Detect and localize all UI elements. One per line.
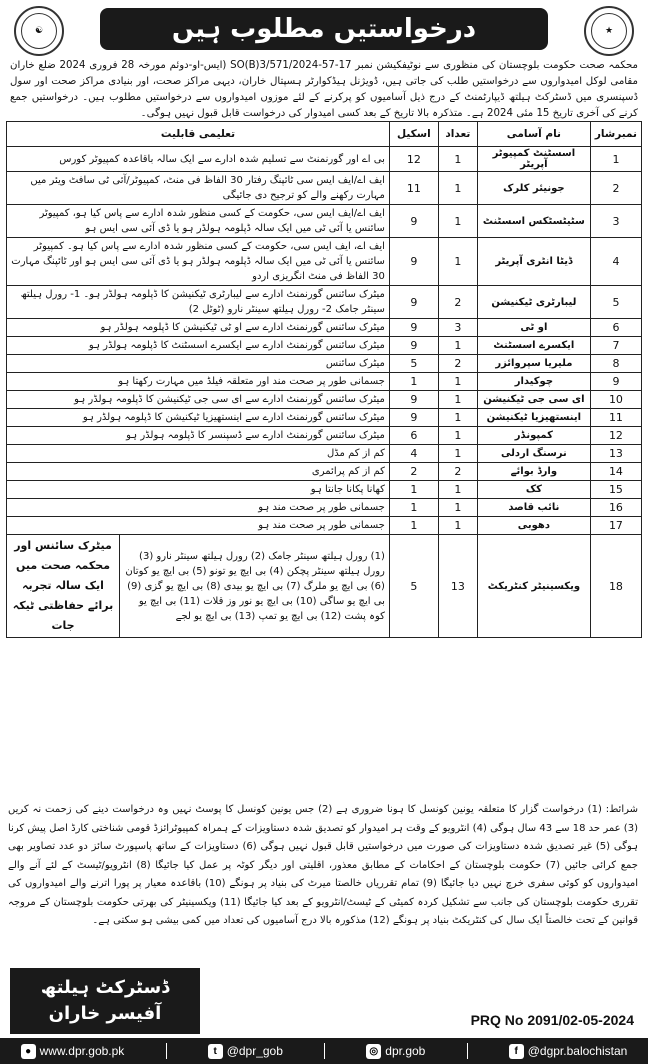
cell-qty: 1	[438, 517, 477, 535]
facebook-handle[interactable]: @dgpr.balochistan	[527, 1044, 628, 1058]
cell-qualification: میٹرک سائنس گورنمنٹ ادارے سے ڈسپنسر کا ڈپلومہ ہولڈر ہو	[7, 427, 390, 445]
twitter-icon: t	[208, 1044, 223, 1059]
cell-scale: 5	[389, 355, 438, 373]
table-row	[7, 373, 642, 391]
table-row	[7, 355, 642, 373]
cell-sn: 10	[590, 391, 641, 409]
table-row	[7, 147, 642, 172]
seal-icon: ★	[584, 6, 634, 56]
cell-scale: 4	[389, 445, 438, 463]
cell-scale: 5	[389, 535, 438, 638]
cell-qty: 1	[438, 481, 477, 499]
cell-qualification: میٹرک سائنس گورنمنٹ ادارے سے ای سی جی ٹیکنیشن کا ڈپلومہ ہولڈر ہو	[7, 391, 390, 409]
cell-scale: 6	[389, 427, 438, 445]
cell-qualification: کم از کم مڈل	[7, 445, 390, 463]
col-sn: نمبرشار	[590, 122, 641, 147]
cell-sn: 2	[590, 172, 641, 205]
cell-scale: 9	[389, 205, 438, 238]
cell-sn: 9	[590, 373, 641, 391]
jobs-table	[6, 121, 642, 638]
cell-sn: 17	[590, 517, 641, 535]
intro-text: محکمہ صحت حکومت بلوچستان کی منظوری سے نوٹیفکیشن نمبر SO(B)3/571/2024-57-17 (ایس-او-دوئم مورخہ 28 فروری 2024 ضلع خاران مقامی لوکل امیدواروں سے درخواستیں طلب کی جاتی ہیں، ڈویژنل ہیڈکوارٹر ہسپتال خاران، دیہی مراکز صحت، اور بنیادی مراکز صحت اور سول ڈسپنسری میں ڈسٹرکٹ ہیلتھ ڈیپارٹمنٹ کے درج ذیل آسامیوں کو پرکرنے کے لئے موزوں امیدواروں سے درخواستیں مطلوب ہیں۔ درخواستیں جمع کرنے کی آخری تاریخ 15 مئی 2024 ہے۔ متذکرہ بالا تاریخ کے بعد کسی امیدوار کی درخواست قابل قبول نہیں ہوگی۔	[10, 60, 638, 119]
cell-qualification: جسمانی طور پر صحت مند ہو	[7, 517, 390, 535]
cell-post: نرسنگ اردلی	[477, 445, 590, 463]
cell-sn: 11	[590, 409, 641, 427]
table-row	[7, 481, 642, 499]
cell-post: دھوبی	[477, 517, 590, 535]
cell-scale: 9	[389, 319, 438, 337]
table-row	[7, 535, 642, 638]
cell-scale: 2	[389, 463, 438, 481]
cell-qty: 2	[438, 355, 477, 373]
cell-qty: 1	[438, 373, 477, 391]
col-post: نام آسامی	[477, 122, 590, 147]
cell-qty: 1	[438, 409, 477, 427]
cell-qualification: کھانا پکانا جانتا ہو	[7, 481, 390, 499]
website-link[interactable]: www.dpr.gob.pk	[39, 1044, 125, 1058]
divider	[166, 1043, 167, 1059]
cell-scale: 9	[389, 286, 438, 319]
instagram-handle[interactable]: dpr.gob	[385, 1044, 426, 1058]
cell-sn: 16	[590, 499, 641, 517]
cell-post: کمپونڈر	[477, 427, 590, 445]
cell-qualification: میٹرک سائنس گورنمنٹ ادارے سے اینستھیزیا ٹیکنیشن کا ڈپلومہ ہولڈر ہو	[7, 409, 390, 427]
cell-qualification: ایف اے/ایف ایس سی ٹائپنگ رفتار 30 الفاظ فی منٹ، کمپیوٹر/آئی ٹی سافٹ ویئر میں مہارت رکھنے والے کو ترجیح دی جائیگی	[7, 172, 390, 205]
cell-scale: 9	[389, 337, 438, 355]
footer-twitter[interactable]	[208, 1044, 283, 1059]
cell-post: اسسٹنٹ کمپیوٹر آپریٹر	[477, 147, 590, 172]
cell-qty: 1	[438, 391, 477, 409]
cell-post: ڈیٹا انٹری آپریٹر	[477, 238, 590, 286]
issuing-officer	[10, 968, 200, 1034]
table-row	[7, 205, 642, 238]
cell-qualification: ایف اے، ایف ایس سی، حکومت کے کسی منظور شدہ ادارے سے پاس کیا ہو۔ کمپیوٹر سائنس یا آئی ٹی میں ایک سالہ ڈپلومہ ہولڈر ہو یا ڈی آئی سی ایس ہو اور ٹائپنگ مہارت 30 الفاظ فی منٹ انگریزی اردو	[7, 238, 390, 286]
cell-qty: 1	[438, 172, 477, 205]
table-row	[7, 445, 642, 463]
twitter-handle[interactable]: @dpr_gob	[226, 1044, 283, 1058]
page-title: درخواستیں مطلوب ہیں	[100, 8, 548, 50]
instagram-icon: ◎	[366, 1044, 381, 1059]
cell-scale: 1	[389, 517, 438, 535]
footer-bar	[0, 1038, 648, 1064]
table-row	[7, 463, 642, 481]
conditions-text: شرائط: (1) درخواست گزار کا متعلقہ یونین کونسل کا ہونا ضروری ہے (2) جس یونین کونسل کا پوسٹ نہیں وہ درخواست دینے کی زحمت نہ کریں (3) عمر حد 18 سے 43 سال ہوگی (4) انٹرویو کے وقت ہر امیدوار کو تصدیق شدہ دستاویزات کے ہمراہ کمپیوٹرائزڈ قومی شناختی کارڈ اصل پیش کرنا ہوگی (5) غیر تصدیق شدہ دستاویزات کی صورت میں درخواستیں قابل قبول نہیں ہوگی (6) دستاویزات کے ساتھ پاسپورٹ سائز دو عدد تصاویر بھی جمع کرائی جائیں (7) حکومت بلوچستان کے احکامات کے مطابق معذور، اقلیتی اور دیگر کوٹہ پر عمل کیا جائیگا (8) انٹرویو/ٹیسٹ کے لئے آنے والے امیدواروں کو کوئی سفری خرچ نہیں دیا جائیگا (9) تمام تقرریاں خالصتا میرٹ کی بنیاد پر ہونگے (10) باقاعدہ معیار پر پورا اترنے والے امیدواروں کی تقرری حکومت بلوچستان کی جانب سے تشکیل کردہ کمیٹی کے ٹیسٹ/انٹرویو کے بعد کیا جائیگا (11) ویکسینیٹر کی بھرتی حکومت بلوچستان کے مروجہ قوانین کے تحت خالصتاً ایک سال کی کنٹریکٹ بنیاد پر ہونگے (12) مذکورہ بالا درج آسامیوں کی تعداد میں کمی بیشی ہو سکتی ہے۔	[8, 804, 639, 926]
cell-scale: 1	[389, 373, 438, 391]
cell-post: ویکسینیٹر کنٹریکٹ	[477, 535, 590, 638]
cell-qty: 1	[438, 147, 477, 172]
cell-post: ملیریا سپروائزر	[477, 355, 590, 373]
cell-sn: 7	[590, 337, 641, 355]
table-row	[7, 517, 642, 535]
cell-qualification: ایف اے/ایف ایس سی، حکومت کے کسی منظور شدہ ادارے سے پاس کیا ہو، کمپیوٹر سائنس یا آئی ٹی میں ایک سالہ ڈپلومہ ہولڈر ہو یا ڈی آئی سی ایس ہو	[7, 205, 390, 238]
cell-scale: 11	[389, 172, 438, 205]
cell-sn: 1	[590, 147, 641, 172]
cell-qty: 3	[438, 319, 477, 337]
table-row	[7, 238, 642, 286]
cell-sn: 6	[590, 319, 641, 337]
cell-post: اینستھیزیا ٹیکنیشن	[477, 409, 590, 427]
cell-scale: 1	[389, 481, 438, 499]
cell-sn: 3	[590, 205, 641, 238]
table-row	[7, 427, 642, 445]
cell-scale: 9	[389, 391, 438, 409]
cell-post: کک	[477, 481, 590, 499]
table-header-row	[7, 122, 642, 147]
divider	[324, 1043, 325, 1059]
cell-post: چوکیدار	[477, 373, 590, 391]
cell-sn: 8	[590, 355, 641, 373]
cell-qty: 1	[438, 445, 477, 463]
cell-qty: 1	[438, 427, 477, 445]
cell-qualification-note: میٹرک سائنس اور محکمہ صحت میں ایک سالہ تجربہ برائے حفاظتی ٹیکہ جات	[7, 535, 120, 638]
cell-sn: 15	[590, 481, 641, 499]
cell-post: نائب قاصد	[477, 499, 590, 517]
cell-post: وارڈ بوائے	[477, 463, 590, 481]
cell-qualification: بی اے اور گورنمنٹ سے تسلیم شدہ ادارے سے ایک سالہ باقاعدہ کمپیوٹر کورس	[7, 147, 390, 172]
header	[0, 0, 648, 56]
cell-post: جونیئر کلرک	[477, 172, 590, 205]
cell-post: ایکسرے اسسٹنٹ	[477, 337, 590, 355]
table-row	[7, 499, 642, 517]
cell-post: لیبارٹری ٹیکنیشن	[477, 286, 590, 319]
cell-qty: 13	[438, 535, 477, 638]
cell-qty: 1	[438, 499, 477, 517]
table-row	[7, 286, 642, 319]
col-scale: اسکیل	[389, 122, 438, 147]
table-row	[7, 391, 642, 409]
cell-post: ای سی جی ٹیکنیشن	[477, 391, 590, 409]
col-qty: تعداد	[438, 122, 477, 147]
cell-qualification: جسمانی طور پر صحت مند ہو	[7, 499, 390, 517]
cell-qualification: میٹرک سائنس گورنمنٹ ادارے سے لیبارٹری ٹیکنیشن کا ڈپلومہ ہولڈر ہو۔ 1- رورل ہیلتھ سینٹر جامک 2- رورل ہیلتھ سینٹر نارو (ٹوٹل 2)	[7, 286, 390, 319]
cell-sn: 18	[590, 535, 641, 638]
table-row	[7, 409, 642, 427]
cell-sn: 4	[590, 238, 641, 286]
cell-post: او ٹی	[477, 319, 590, 337]
cell-scale: 9	[389, 409, 438, 427]
table-row	[7, 337, 642, 355]
cell-qty: 1	[438, 238, 477, 286]
footer-facebook[interactable]	[509, 1044, 628, 1059]
col-qual: تعلیمی قابلیت	[7, 122, 390, 147]
cell-sn: 13	[590, 445, 641, 463]
officer-line-1: ڈسٹرکٹ ہیلتھ	[40, 977, 170, 998]
cell-scale: 12	[389, 147, 438, 172]
table-row	[7, 172, 642, 205]
divider	[467, 1043, 468, 1059]
cell-qualification: (1) رورل ہیلتھ سینٹر جامک (2) رورل ہیلتھ سینٹر نارو (3) رورل ہیلتھ سینٹر پچکن (4) بی ایچ یو تونو (5) بی ایچ یو کوتان (6) بی ایچ یو ملرگ (7) بی ایچ یو بیدی (8) بی ایچ یو گزی (9) بی ایچ یو ساگی (10) بی ایچ یو نور وز قلات (11) بی ایچ یو کوہ پشت (12) بی ایچ یو تمپ (13) بی ایچ یو لجے	[120, 535, 390, 638]
cell-scale: 1	[389, 499, 438, 517]
table-row	[7, 319, 642, 337]
cell-scale: 9	[389, 238, 438, 286]
cell-qualification: کم از کم پرائمری	[7, 463, 390, 481]
prq-number: PRQ No 2091/02-05-2024	[470, 1012, 634, 1028]
cell-qualification: میٹرک سائنس گورنمنٹ ادارے سے او ٹی ٹیکنیشن کا ڈپلومہ ہولڈر ہو	[7, 319, 390, 337]
officer-line-2: آفیسر خاران	[48, 1003, 162, 1024]
cell-qualification: میٹرک سائنس گورنمنٹ ادارے سے ایکسرے اسسٹنٹ کا ڈپلومہ ہولڈر ہو	[7, 337, 390, 355]
cell-sn: 12	[590, 427, 641, 445]
cell-qualification: میٹرک سائنس	[7, 355, 390, 373]
cell-qty: 2	[438, 463, 477, 481]
seal-icon: ☯	[14, 6, 64, 56]
cell-sn: 14	[590, 463, 641, 481]
globe-icon: ●	[21, 1044, 36, 1059]
facebook-icon: f	[509, 1044, 524, 1059]
footer-website[interactable]	[21, 1044, 125, 1059]
cell-sn: 5	[590, 286, 641, 319]
cell-qty: 1	[438, 337, 477, 355]
cell-qty: 1	[438, 205, 477, 238]
cell-qty: 2	[438, 286, 477, 319]
cell-qualification: جسمانی طور پر صحت مند اور متعلقہ فیلڈ میں مہارت رکھتا ہو	[7, 373, 390, 391]
cell-post: سٹیٹسٹکس اسسٹنٹ	[477, 205, 590, 238]
footer-instagram[interactable]	[366, 1044, 425, 1059]
